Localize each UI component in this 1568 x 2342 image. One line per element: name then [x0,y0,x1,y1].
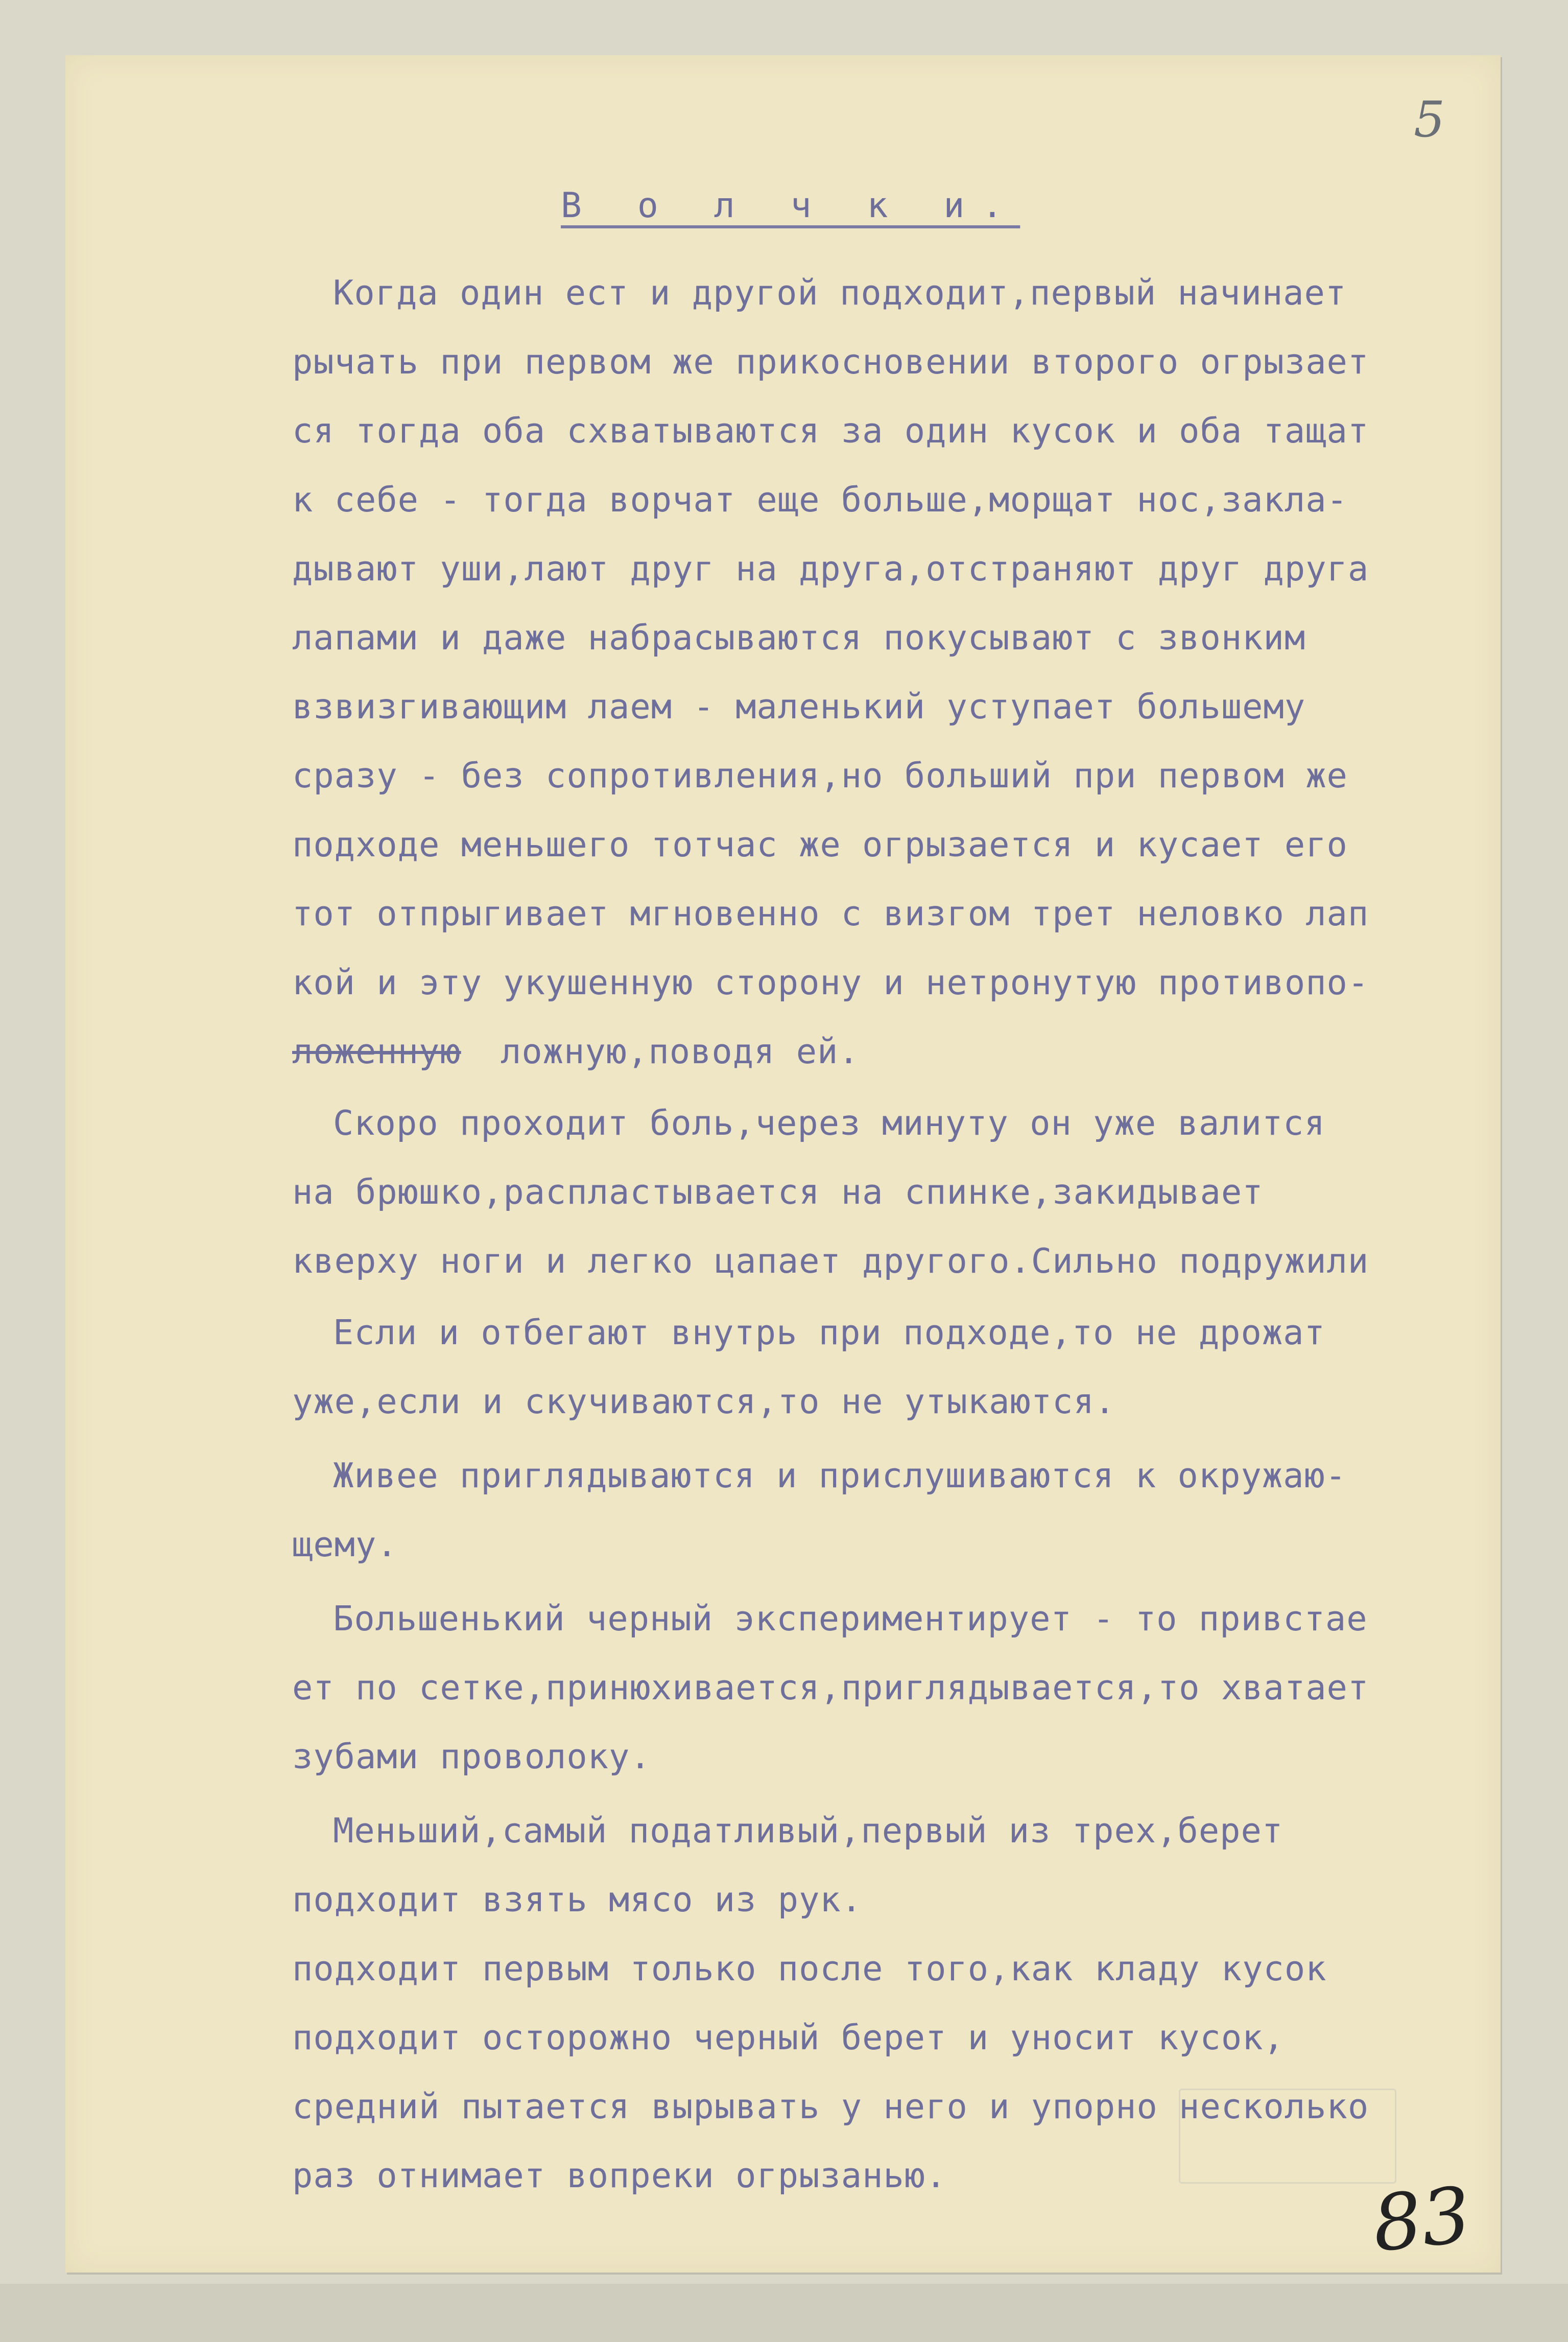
text-line: Большенький черный экспериментирует - то привстае [333,1599,1368,1638]
text-line: зубами проволоку. [292,1737,651,1776]
text-line: лапами и даже набрасываются покусывают с звонким [292,618,1306,658]
text-line: кверху ноги и легко цапает другого.Сильно подружили [292,1241,1369,1281]
text-line: ложную,поводя ей. [501,1032,860,1071]
page-folio-number: 5 [1414,91,1445,148]
typed-page [65,55,1501,2273]
text-line: сразу - без сопротивления,но больший при первом же [292,756,1348,795]
text-line: Меньший,самый податливый,первый из трех,берет [333,1811,1284,1851]
document-title: В о л ч к и. [561,185,1020,226]
text-line: средний пытается вырывать у него и упорно несколько [292,2087,1369,2126]
text-line: взвизгивающим лаем - маленький уступает большему [292,687,1306,727]
text-line: Когда один ест и другой подходит,первый начинает [333,273,1347,313]
text-line: раз отнимает вопреки огрызанью. [292,2156,947,2195]
text-line: кой и эту укушенную сторону и нетронутую противопо- [292,963,1369,1002]
text-line: подходит первым только после того,как кладу кусок [292,1949,1327,1988]
text-line: тот отпрыгивает мгновенно с визгом трет неловко лап [292,894,1369,933]
text-line: дывают уши,лают друг на друга,отстраняют друг друга [292,549,1369,589]
text-line: ет по сетке,принюхивается,приглядывается,то хватает [292,1668,1369,1707]
text-line: Скоро проходит боль,через минуту он уже валится [333,1103,1325,1143]
text-line: Живее приглядываются и прислушиваются к окружаю- [333,1456,1347,1495]
text-line: подходе меньшего тотчас же огрызается и кусает его [292,825,1348,864]
text-line: рычать при первом же прикосновении второго огрызает [292,342,1369,382]
struck-out-word: ложенную [292,1032,461,1071]
text-line: Если и отбегают внутрь при подходе,то не дрожат [333,1313,1325,1352]
text-line: уже,если и скучиваются,то не утыкаются. [292,1381,1116,1421]
text-line: подходит взять мясо из рук. [292,1880,863,1919]
archive-number: 83 [1368,2170,1475,2269]
text-line: ся тогда оба схватываются за один кусок и оба тащат [292,411,1369,451]
scan-background-edge [0,2284,1568,2342]
text-line: подходит осторожно черный берет и уносит кусок, [292,2018,1285,2057]
text-line: на брюшко,распластывается на спинке,закидывает [292,1172,1264,1212]
text-line: щему. [292,1525,398,1564]
text-line: к себе - тогда ворчат еще больше,морщат нос,закла- [292,480,1348,520]
